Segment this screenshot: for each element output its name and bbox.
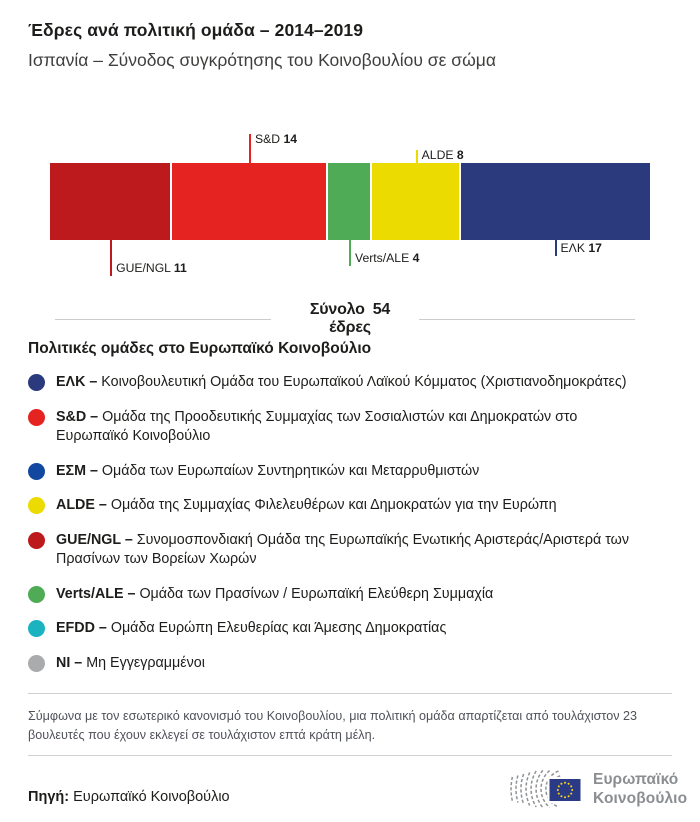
legend-item-text: NI – Μη Εγγεγραμμένοι	[56, 654, 205, 671]
bar-segment-S&D	[172, 163, 328, 240]
legend-dot-icon	[28, 586, 45, 603]
callout-label-GUE/NGL: GUE/NGL 11	[116, 261, 187, 275]
footnote-divider-bottom	[28, 755, 672, 756]
legend-item-text: GUE/NGL – Συνομοσπονδιακή Ομάδα της Ευρωπαϊκής Ενωτικής Αριστεράς/Αριστερά των Πρασίνων των Βορείων Χωρών	[56, 531, 629, 567]
stacked-bar	[50, 163, 650, 240]
total-value: 54	[372, 301, 391, 318]
hemicycle-flag-icon	[510, 759, 586, 811]
callout-label-S&D: S&D 14	[255, 132, 298, 146]
callout-label-ΕΛΚ: ΕΛΚ 17	[560, 241, 602, 255]
callout-label-ALDE: ALDE 8	[421, 148, 464, 162]
callout-line-Verts/ALE	[349, 240, 351, 266]
page-title: Έδρες ανά πολιτική ομάδα – 2014–2019	[28, 20, 364, 40]
logo-wordmark	[593, 770, 687, 808]
legend-item-text: ΕΣΜ – Ομάδα των Ευρωπαίων Συντηρητικών και Μεταρρυθμιστών	[56, 462, 480, 479]
callout-line-GUE/NGL	[110, 240, 112, 276]
bar-segment-ALDE	[372, 163, 461, 240]
total-unit: έδρες	[329, 319, 371, 336]
page-subtitle: Ισπανία – Σύνοδος συγκρότησης του Κοινοβουλίου σε σώμα	[28, 50, 496, 70]
legend-list	[28, 373, 668, 688]
legend-item-Verts/ALE	[28, 585, 668, 605]
legend-dot-icon	[28, 655, 45, 672]
logo-text-line2: Κοινοβούλιο	[593, 790, 688, 807]
seats-stacked-bar-chart	[0, 0, 700, 300]
total-line1	[0, 301, 700, 319]
logo-text-line1: Ευρωπαϊκό	[593, 771, 679, 788]
legend-dot-icon	[28, 620, 45, 637]
legend-item-S&D	[28, 408, 668, 447]
legend-item-GUE/NGL	[28, 531, 668, 570]
legend-item-ΕΛΚ	[28, 373, 668, 393]
bar-segment-GUE/NGL	[50, 163, 172, 240]
legend-item-text: ΕΛΚ – Κοινοβουλευτική Ομάδα του Ευρωπαϊκού Λαϊκού Κόμματος (Χριστιανοδημοκράτες)	[56, 374, 627, 390]
callout-line-ALDE	[416, 150, 418, 163]
legend-dot-icon	[28, 374, 45, 391]
european-parliament-logo	[510, 759, 687, 811]
legend-dot-icon	[28, 497, 45, 514]
legend-heading: Πολιτικές ομάδες στο Ευρωπαϊκό Κοινοβούλιο	[28, 340, 372, 357]
legend-item-text: ALDE – Ομάδα της Συμμαχίας Φιλελευθέρων και Δημοκρατών για την Ευρώπη	[56, 497, 557, 513]
legend-dot-icon	[28, 532, 45, 549]
callout-line-S&D	[249, 134, 251, 163]
legend-item-text: S&D – Ομάδα της Προοδευτικής Συμμαχίας των Σοσιαλιστών και Δημοκρατών στο Ευρωπαϊκό Κοινοβούλιο	[56, 408, 578, 444]
callout-label-Verts/ALE: Verts/ALE 4	[355, 251, 420, 265]
source-label: Πηγή:	[28, 789, 70, 805]
bar-segment-ΕΛΚ	[461, 163, 650, 240]
divider-left-of-total	[55, 319, 271, 320]
source-value: Ευρωπαϊκό Κοινοβούλιο	[73, 789, 230, 805]
legend-item-ΕΣΜ	[28, 462, 668, 482]
legend-dot-icon	[28, 463, 45, 480]
legend-item-text: EFDD – Ομάδα Ευρώπη Ελευθερίας και Άμεσης Δημοκρατίας	[56, 620, 447, 636]
divider-right-of-total	[419, 319, 635, 320]
legend-dot-icon	[28, 409, 45, 426]
legend-item-EFDD	[28, 619, 668, 639]
callout-line-ΕΛΚ	[555, 240, 557, 256]
legend-item-NI	[28, 654, 668, 674]
bar-segment-Verts/ALE	[328, 163, 372, 240]
eu-flag-icon	[549, 778, 582, 802]
legend-item-ALDE	[28, 496, 668, 516]
legend-item-text: Verts/ALE – Ομάδα των Πρασίνων / Ευρωπαϊκή Ελεύθερη Συμμαχία	[56, 585, 494, 602]
footnote-divider-top	[28, 693, 672, 694]
footnote-text: Σύμφωνα με τον εσωτερικό κανονισμό του Κοινοβουλίου, μια πολιτική ομάδα απαρτίζεται από τουλάχιστον 23 βουλευτές που έχουν εκλεγεί σε τουλάχιστον επτά κράτη μέλη.	[28, 709, 638, 742]
total-label: Σύνολο	[309, 301, 365, 318]
source-line	[28, 789, 230, 805]
